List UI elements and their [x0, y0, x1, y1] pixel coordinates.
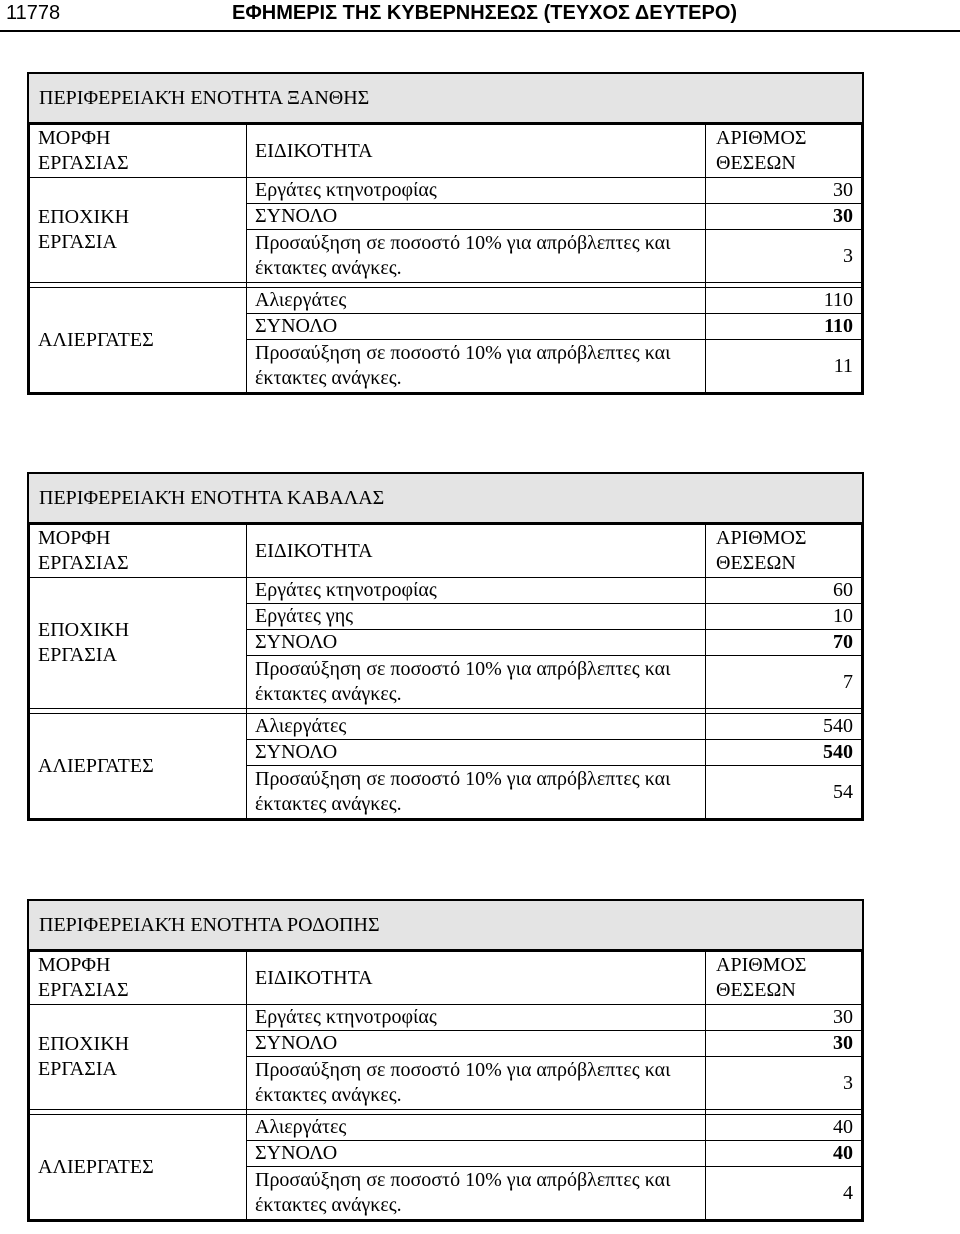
- header-row: [30, 952, 862, 1005]
- specialty-cell: Εργάτες κτηνοτροφίας: [247, 178, 706, 204]
- table-row: [30, 714, 862, 740]
- header-row: [30, 525, 862, 578]
- section-title: ΠΕΡΙΦΕΡΕΙΑΚΉ ΕΝΟΤΗΤΑ ΚΑΒΑΛΑΣ: [29, 474, 862, 524]
- specialty-cell: Αλιεργάτες: [247, 1115, 706, 1141]
- section-kavala: [27, 472, 864, 821]
- count-cell: 40: [706, 1115, 862, 1141]
- count-cell: 540: [706, 714, 862, 740]
- table-row: [30, 578, 862, 604]
- specialty-cell: Αλιεργάτες: [247, 288, 706, 314]
- positions-table: [29, 124, 862, 393]
- specialty-header: ΕΙΔΙΚΟΤΗΤΑ: [247, 525, 706, 578]
- positions-header: ΑΡΙΘΜΟΣ ΘΕΣΕΩΝ: [706, 952, 862, 1005]
- seasonal-label: ΕΠΟΧΙΚΗ ΕΡΓΑΣΙΑ: [30, 578, 247, 709]
- total-label: ΣΥΝΟΛΟ: [247, 204, 706, 230]
- total-value: 540: [706, 740, 862, 766]
- count-cell: 30: [706, 178, 862, 204]
- specialty-header: ΕΙΔΙΚΟΤΗΤΑ: [247, 125, 706, 178]
- header-row: [30, 125, 862, 178]
- increase-label: Προσαύξηση σε ποσοστό 10% για απρόβλεπτες και έκτακτες ανάγκες.: [247, 1057, 706, 1110]
- form-header: ΜΟΡΦΗ ΕΡΓΑΣΙΑΣ: [30, 952, 247, 1005]
- harvest-label: ΑΛΙΕΡΓΑΤΕΣ: [30, 288, 247, 393]
- positions-header: ΑΡΙΘΜΟΣ ΘΕΣΕΩΝ: [706, 525, 862, 578]
- section-xanthi: [27, 72, 864, 395]
- total-value: 30: [706, 1031, 862, 1057]
- count-cell: 10: [706, 604, 862, 630]
- specialty-header: ΕΙΔΙΚΟΤΗΤΑ: [247, 952, 706, 1005]
- seasonal-label: ΕΠΟΧΙΚΗ ΕΡΓΑΣΙΑ: [30, 1005, 247, 1110]
- specialty-cell: Αλιεργάτες: [247, 714, 706, 740]
- table-row: [30, 1005, 862, 1031]
- increase-label: Προσαύξηση σε ποσοστό 10% για απρόβλεπτες και έκτακτες ανάγκες.: [247, 1167, 706, 1220]
- increase-label: Προσαύξηση σε ποσοστό 10% για απρόβλεπτες και έκτακτες ανάγκες.: [247, 340, 706, 393]
- positions-table: [29, 524, 862, 819]
- count-cell: 60: [706, 578, 862, 604]
- increase-value: 4: [706, 1167, 862, 1220]
- increase-value: 11: [706, 340, 862, 393]
- count-cell: 110: [706, 288, 862, 314]
- page-header: [0, 0, 960, 32]
- total-value: 70: [706, 630, 862, 656]
- increase-value: 3: [706, 1057, 862, 1110]
- increase-value: 54: [706, 766, 862, 819]
- section-rodopi: [27, 899, 864, 1222]
- section-title: ΠΕΡΙΦΕΡΕΙΑΚΉ ΕΝΟΤΗΤΑ ΞΑΝΘΗΣ: [29, 74, 862, 124]
- increase-value: 3: [706, 230, 862, 283]
- count-cell: 30: [706, 1005, 862, 1031]
- total-label: ΣΥΝΟΛΟ: [247, 740, 706, 766]
- seasonal-label: ΕΠΟΧΙΚΗ ΕΡΓΑΣΙΑ: [30, 178, 247, 283]
- increase-label: Προσαύξηση σε ποσοστό 10% για απρόβλεπτες και έκτακτες ανάγκες.: [247, 230, 706, 283]
- specialty-cell: Εργάτες κτηνοτροφίας: [247, 1005, 706, 1031]
- total-value: 40: [706, 1141, 862, 1167]
- table-row: [30, 288, 862, 314]
- total-value: 30: [706, 204, 862, 230]
- positions-header: ΑΡΙΘΜΟΣ ΘΕΣΕΩΝ: [706, 125, 862, 178]
- harvest-label: ΑΛΙΕΡΓΑΤΕΣ: [30, 714, 247, 819]
- total-label: ΣΥΝΟΛΟ: [247, 1031, 706, 1057]
- section-title: ΠΕΡΙΦΕΡΕΙΑΚΉ ΕΝΟΤΗΤΑ ΡΟΔΟΠΗΣ: [29, 901, 862, 951]
- form-header: ΜΟΡΦΗ ΕΡΓΑΣΙΑΣ: [30, 525, 247, 578]
- increase-label: Προσαύξηση σε ποσοστό 10% για απρόβλεπτες και έκτακτες ανάγκες.: [247, 766, 706, 819]
- specialty-cell: Εργάτες γης: [247, 604, 706, 630]
- increase-value: 7: [706, 656, 862, 709]
- total-label: ΣΥΝΟΛΟ: [247, 314, 706, 340]
- total-value: 110: [706, 314, 862, 340]
- table-row: [30, 1115, 862, 1141]
- page-number: 11778: [6, 2, 61, 24]
- positions-table: [29, 951, 862, 1220]
- form-header: ΜΟΡΦΗ ΕΡΓΑΣΙΑΣ: [30, 125, 247, 178]
- harvest-label: ΑΛΙΕΡΓΑΤΕΣ: [30, 1115, 247, 1220]
- table-row: [30, 178, 862, 204]
- specialty-cell: Εργάτες κτηνοτροφίας: [247, 578, 706, 604]
- total-label: ΣΥΝΟΛΟ: [247, 1141, 706, 1167]
- total-label: ΣΥΝΟΛΟ: [247, 630, 706, 656]
- gazette-title: ΕΦΗΜΕΡΙΣ ΤΗΣ ΚΥΒΕΡΝΗΣΕΩΣ (ΤΕΥΧΟΣ ΔΕΥΤΕΡΟ): [232, 2, 738, 24]
- increase-label: Προσαύξηση σε ποσοστό 10% για απρόβλεπτες και έκτακτες ανάγκες.: [247, 656, 706, 709]
